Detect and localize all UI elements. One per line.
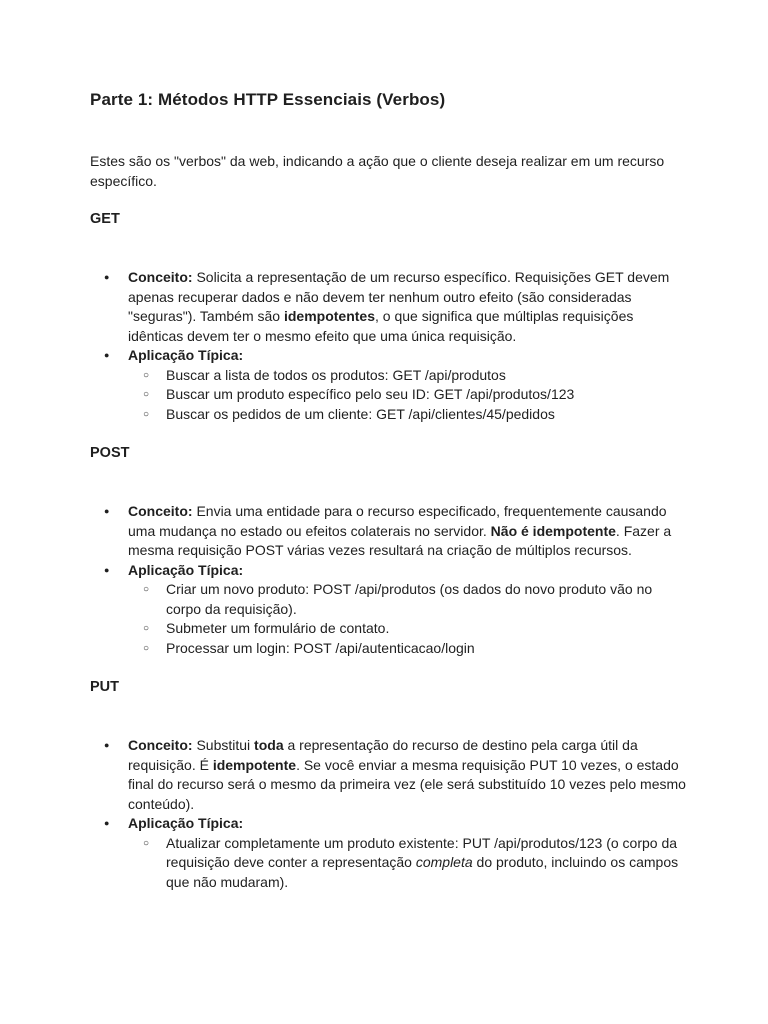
get-heading: GET xyxy=(90,211,120,227)
get-list xyxy=(90,268,686,424)
post-application-item xyxy=(90,561,686,659)
get-application-item xyxy=(90,346,686,424)
intro-paragraph: Estes são os "verbos" da web, indicando a ação que o cliente deseja realizar em um recurso específico. xyxy=(90,153,665,189)
put-application-item xyxy=(90,814,686,892)
post-concept-text-2: . Fazer a mesma requisição POST várias vezes resultará na criação de múltiplos recursos. xyxy=(128,522,672,558)
put-concept-bold-1: toda xyxy=(254,737,284,753)
post-example-item: ○ Submeter um formulário de contato. xyxy=(128,619,686,639)
post-example-item: ○ Processar um login: POST /api/autenticacao/login xyxy=(128,639,686,659)
put-concept-label: Conceito: xyxy=(128,737,193,753)
put-concept-text-3: . Se você enviar a mesma requisição PUT 10 vezes, o estado final do recurso será o mesmo da primeira vez (ele será substituído 10 vezes pelo mesmo conteúdo). xyxy=(128,756,686,812)
post-heading: POST xyxy=(90,445,130,461)
put-concept-bold-2: idempotente xyxy=(212,756,297,773)
post-example-item: ○ Criar um novo produto: POST /api/produtos (os dados do novo produto vão no corpo da requisição). xyxy=(128,580,686,619)
get-concept-text-2: , o que significa que múltiplas requisições idênticas devem ter o mesmo efeito que uma única requisição. xyxy=(128,308,634,344)
get-example-item: ○ Buscar a lista de todos os produtos: GET /api/produtos xyxy=(128,366,686,386)
post-concept-item xyxy=(90,502,686,561)
post-concept-label: Conceito: xyxy=(128,503,193,519)
put-concept-item xyxy=(90,736,686,814)
put-list xyxy=(90,736,686,892)
get-example-item: ○ Buscar os pedidos de um cliente: GET /api/clientes/45/pedidos xyxy=(128,405,686,425)
get-concept-label: Conceito: xyxy=(128,269,193,285)
post-concept-bold-1: Não é idempotente xyxy=(490,522,616,539)
get-concept-bold-1: idempotentes xyxy=(283,308,375,324)
put-application-label: Aplicação Típica: xyxy=(128,815,244,831)
put-examples-list xyxy=(128,834,686,893)
get-examples-list xyxy=(128,366,686,425)
get-application-label: Aplicação Típica: xyxy=(128,347,244,363)
put-heading: PUT xyxy=(90,679,119,695)
put-example-text-2: do produto, incluindo os campos que não mudaram). xyxy=(166,854,679,890)
put-concept-text-2: a representação do recurso de destino pela carga útil da requisição. É xyxy=(128,737,638,773)
get-concept-item xyxy=(90,268,686,346)
put-example-item xyxy=(128,834,686,893)
post-concept-text-1: Envia uma entidade para o recurso especificado, frequentemente causando uma mudança no estado ou efeitos colaterais no servidor. xyxy=(128,503,667,539)
put-example-italic: completa xyxy=(415,854,473,870)
post-list xyxy=(90,502,686,658)
put-concept-text-1: Substitui xyxy=(192,737,255,753)
put-example-text-1: Atualizar completamente um produto existente: PUT /api/produtos/123 (o corpo da requisição deve conter a representação xyxy=(166,834,678,870)
get-concept-text-1: Solicita a representação de um recurso específico. Requisições GET devem apenas recuperar dados e não devem ter nenhum outro efeito (são consideradas "seguras"). Também são xyxy=(128,269,670,324)
page-title: Parte 1: Métodos HTTP Essenciais (Verbos) xyxy=(90,90,446,109)
post-examples-list xyxy=(128,580,686,658)
post-application-label: Aplicação Típica: xyxy=(128,561,244,578)
get-example-item: ○ Buscar um produto específico pelo seu ID: GET /api/produtos/123 xyxy=(128,385,686,405)
